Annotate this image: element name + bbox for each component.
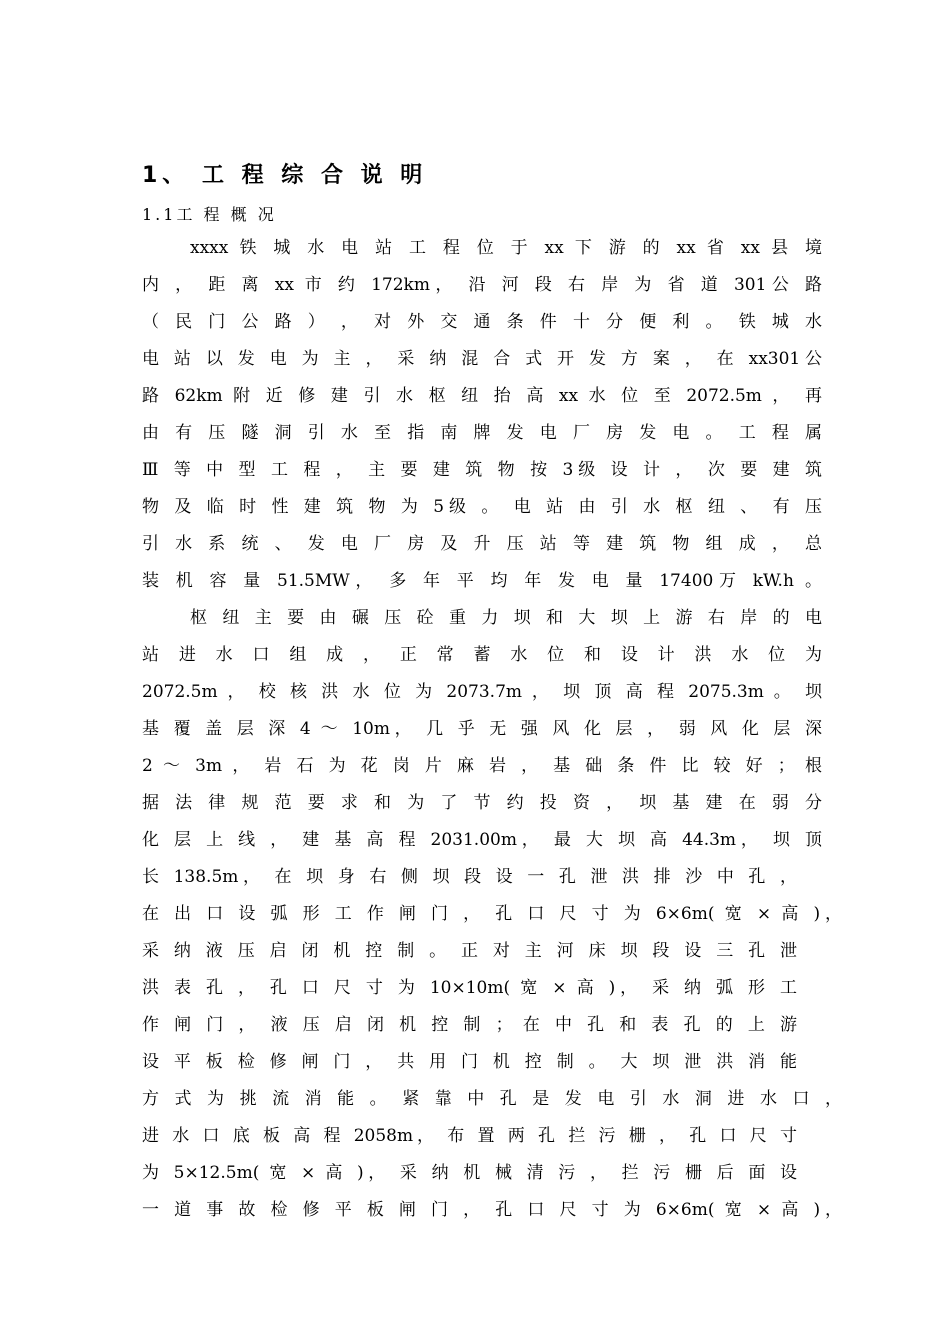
paragraph-line: 装 机 容 量 51.5MW， 多 年 平 均 年 发 电 量 17400万 kW.h 。 [142, 571, 822, 591]
paragraph-line: 化 层 上 线 ， 建 基 高 程 2031.00m， 最 大 坝 高 44.3m， 坝 顶 [142, 830, 822, 850]
paragraph-line: Ⅲ 等 中 型 工 程 ， 主 要 建 筑 物 按 3级 设 计 ， 次 要 建 筑 [142, 460, 822, 480]
paragraph-line: 一 道 事 故 检 修 平 板 闸 门 ， 孔 口 尺 寸 为 6×6m( 宽 × 高 )， [142, 1200, 842, 1220]
paragraph-line: 作 闸 门 ， 液 压 启 闭 机 控 制 ； 在 中 孔 和 表 孔 的 上 游 [142, 1015, 797, 1035]
paragraph-line: 基 覆 盖 层 深 4 ～ 10m， 几 乎 无 强 风 化 层 ， 弱 风 化 层 深 [142, 719, 822, 739]
paragraph-line: 引 水 系 统 、 发 电 厂 房 及 升 压 站 等 建 筑 物 组 成 ， 总 [142, 534, 822, 554]
paragraph-line: 站 进 水 口 组 成 ， 正 常 蓄 水 位 和 设 计 洪 水 位 为 [142, 645, 822, 665]
paragraph-line: 2 ～ 3m ， 岩 石 为 花 岗 片 麻 岩 ， 基 础 条 件 比 较 好 ； 根 [142, 756, 822, 776]
section-heading: 1、 工 程 综 合 说 明 [142, 163, 428, 188]
paragraph-line: 为 5×12.5m( 宽 × 高 )， 采 纳 机 械 清 污 ， 拦 污 栅 后 面 设 [142, 1163, 797, 1183]
paragraph-line: 内 ， 距 离 xx 市 约 172km， 沿 河 段 右 岸 为 省 道 301公 路 [142, 275, 822, 295]
paragraph-line: （ 民 门 公 路 ） ， 对 外 交 通 条 件 十 分 便 利 。 铁 城 水 [142, 312, 822, 332]
paragraph-line: 枢 纽 主 要 由 碾 压 砼 重 力 坝 和 大 坝 上 游 右 岸 的 电 [190, 608, 822, 628]
paragraph-line: 设 平 板 检 修 闸 门 ， 共 用 门 机 控 制 。 大 坝 泄 洪 消 能 [142, 1052, 797, 1072]
paragraph-line: 方 式 为 挑 流 消 能 。 紧 靠 中 孔 是 发 电 引 水 洞 进 水 口 ， [142, 1089, 842, 1109]
paragraph-line: 2072.5m ， 校 核 洪 水 位 为 2073.7m ， 坝 顶 高 程 2075.3m 。 坝 [142, 682, 822, 702]
paragraph-line: 物 及 临 时 性 建 筑 物 为 5级 。 电 站 由 引 水 枢 纽 、 有 压 [142, 497, 822, 517]
paragraph-line: 洪 表 孔 ， 孔 口 尺 寸 为 10×10m( 宽 × 高 )， 采 纳 弧 形 工 [142, 978, 797, 998]
paragraph-line: 进 水 口 底 板 高 程 2058m， 布 置 两 孔 拦 污 栅 ， 孔 口 尺 寸 [142, 1126, 797, 1146]
paragraph-line: 路 62km 附 近 修 建 引 水 枢 纽 抬 高 xx 水 位 至 2072.5m ， 再 [142, 386, 822, 406]
paragraph-line: 由 有 压 隧 洞 引 水 至 指 南 牌 发 电 厂 房 发 电 。 工 程 属 [142, 423, 822, 443]
paragraph-line: 据 法 律 规 范 要 求 和 为 了 节 约 投 资 ， 坝 基 建 在 弱 分 [142, 793, 822, 813]
paragraph-line: xxxx 铁 城 水 电 站 工 程 位 于 xx 下 游 的 xx 省 xx 县 境 [190, 238, 822, 258]
paragraph-line: 长 138.5m， 在 坝 身 右 侧 坝 段 设 一 孔 泄 洪 排 沙 中 孔 ， [142, 867, 797, 887]
paragraph-line: 电 站 以 发 电 为 主 ， 采 纳 混 合 式 开 发 方 案 ， 在 xx301公 [142, 349, 822, 369]
paragraph-line: 采 纳 液 压 启 闭 机 控 制 。 正 对 主 河 床 坝 段 设 三 孔 泄 [142, 941, 797, 961]
subsection-heading: 1.1工 程 概 况 [142, 205, 277, 224]
paragraph-line: 在 出 口 设 弧 形 工 作 闸 门 ， 孔 口 尺 寸 为 6×6m( 宽 × 高 )， [142, 904, 842, 924]
